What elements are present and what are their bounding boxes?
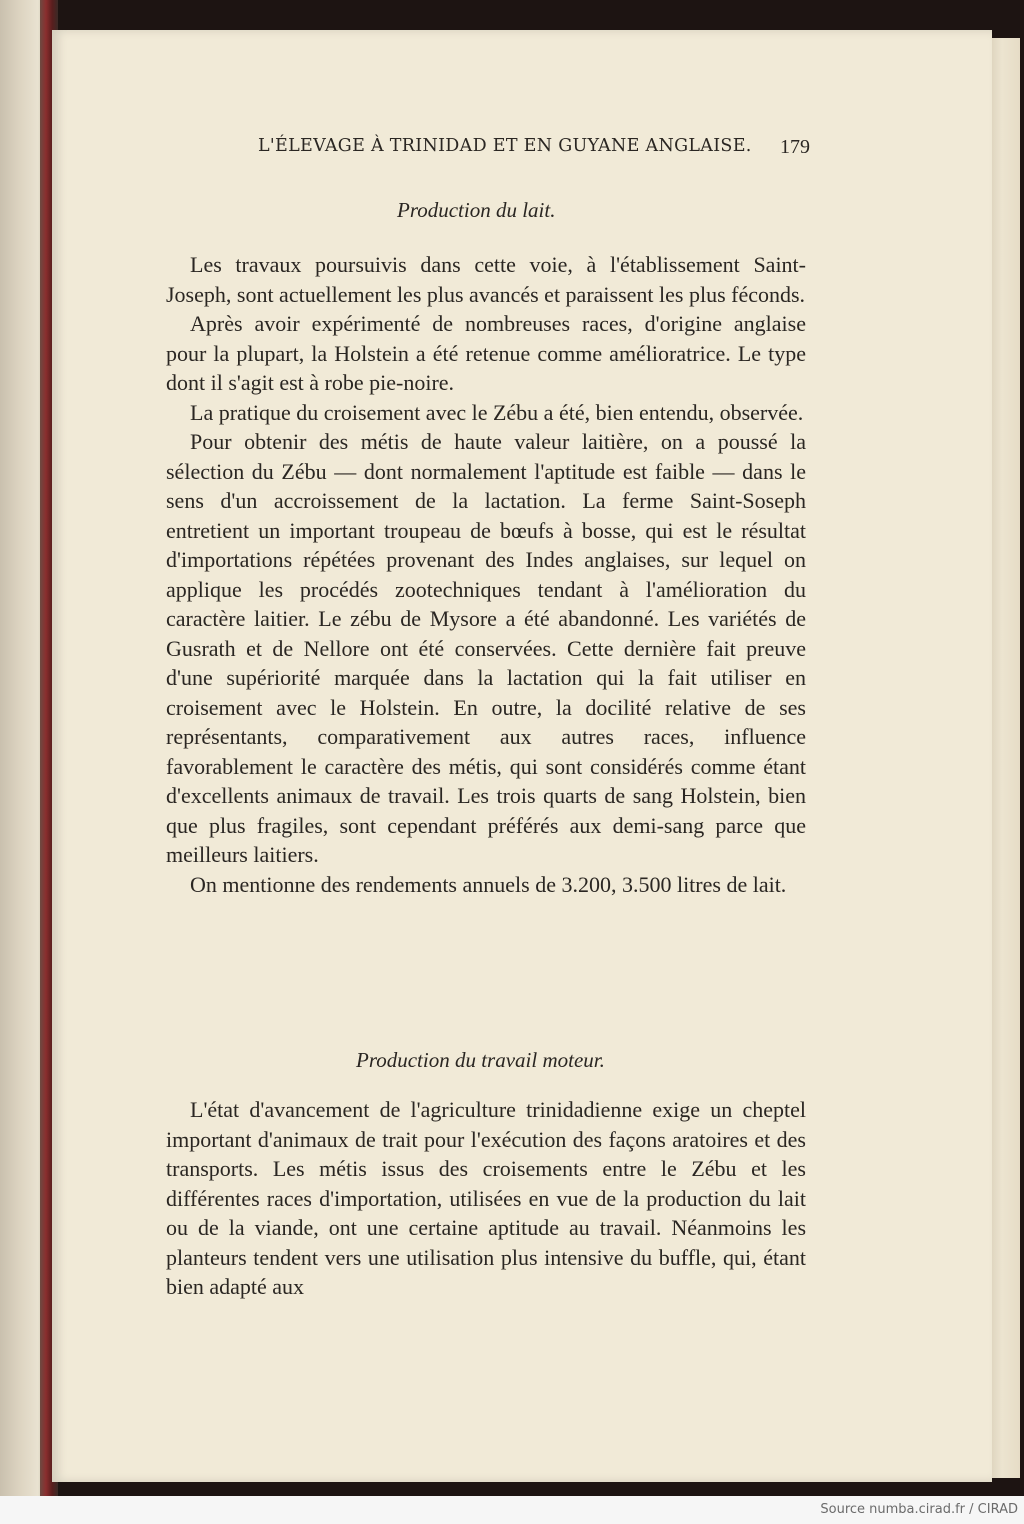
paragraph: L'état d'avancement de l'agriculture trinidadienne exige un cheptel important d'animaux de trait pour l'exécution des façons aratoires et des transports. Les métis issus des croisements entre le Zébu et les différentes races d'importation, utilisées en vue de la production du lait ou de la viande, ont une certaine aptitude au travail. Néanmoins les planteurs tendent vers une utilisation plus intensive du buffle, qui, étant bien adapté aux [166,1097,806,1299]
paragraph: On mentionne des rendements annuels de 3.200, 3.500 litres de lait. [190,871,787,897]
paragraph: La pratique du croisement avec le Zébu a été, bien entendu, observée. [190,399,804,425]
running-title: L'ÉLEVAGE À TRINIDAD ET EN GUYANE ANGLAISE. [258,136,752,156]
section-title-milk: Production du lait. [397,198,556,222]
section-body-draft-work [166,1095,806,1302]
page-number: 179 [780,136,810,158]
section-body-milk [166,250,806,899]
source-credit[interactable]: Source numba.cirad.fr / CIRAD [820,1502,1018,1517]
page-stack-edge [990,38,1020,1478]
paragraph: Après avoir expérimenté de nombreuses races, d'origine anglaise pour la plupart, la Holstein a été retenue comme amélioratrice. Le type dont il s'agit est à robe pie-noire. [166,311,806,395]
paragraph: Les travaux poursuivis dans cette voie, à l'établissement Saint-Joseph, sont actuellement les plus avancés et paraissent les plus féconds. [166,252,806,307]
paragraph: Pour obtenir des métis de haute valeur laitière, on a poussé la sélection du Zébu — dont normalement l'aptitude est faible — dans le sens d'un accroissement de la lactation. La ferme Saint-Soseph entretient un important troupeau de bœufs à bosse, qui est le résultat d'importations répétées provenant des Indes anglaises, sur lequel on applique les procédés zootechniques tendant à l'amélioration du caractère laitier. Le zébu de Mysore a été abandonné. Les variétés de Gusrath et de Nellore ont été conservées. Cette dernière fait preuve d'une supériorité marquée dans la lactation qui la fait utiliser en croisement avec le Holstein. En outre, la docilité relative de ses représentants, comparativement aux autres races, influence favorablement le caractère des métis, qui sont considérés comme étant d'excellents animaux de travail. Les trois quarts de sang Holstein, bien que plus fragiles, sont cependant préférés aux demi-sang parce que meilleurs laitiers. [166,429,806,867]
section-title-draft-work: Production du travail moteur. [356,1048,605,1072]
